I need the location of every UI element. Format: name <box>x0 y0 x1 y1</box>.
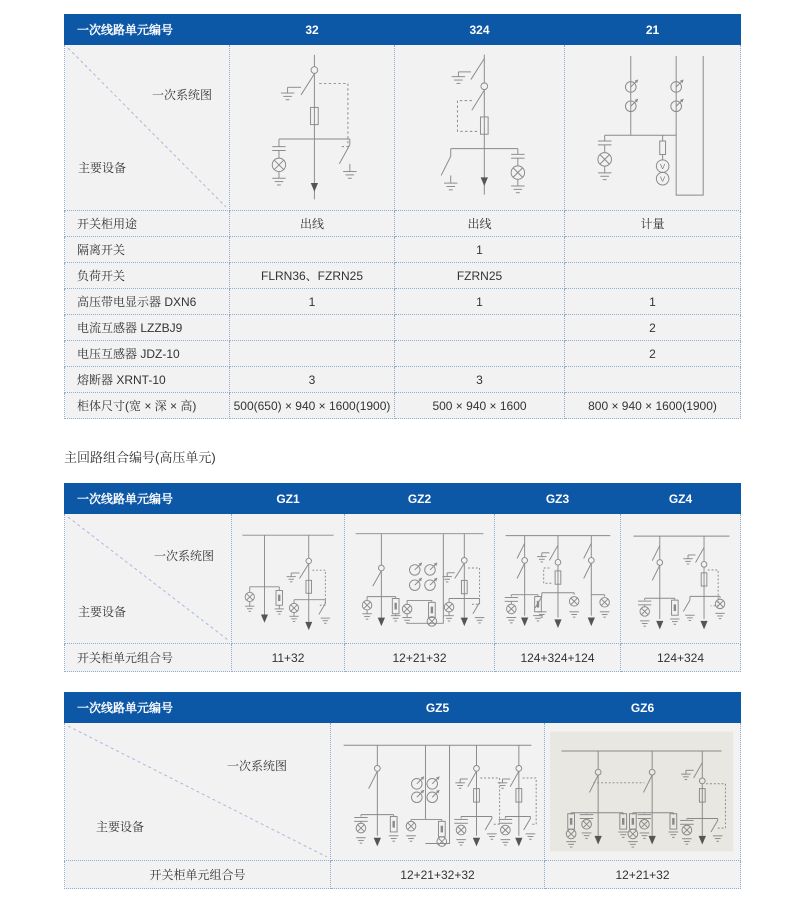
spec-row <box>65 367 741 393</box>
diagram-cell-324 <box>395 45 565 211</box>
spec-value <box>395 341 565 367</box>
spec-value <box>230 315 395 341</box>
circuit-diagram-gz5 <box>334 726 541 857</box>
spec-label: 负荷开关 <box>65 263 230 289</box>
table3-header-label: 一次线路单元编号 <box>65 693 331 723</box>
table3-header-row <box>65 693 741 723</box>
table2-diagram-row <box>65 514 741 644</box>
diagonal-divider <box>68 48 226 207</box>
spec-label: 隔离开关 <box>65 237 230 263</box>
spec-value <box>565 237 741 263</box>
circuit-diagram-gz4 <box>624 517 737 640</box>
spec-value <box>230 341 395 367</box>
spec-label: 柜体尺寸(宽 × 深 × 高) <box>65 393 230 419</box>
spec-value: 计量 <box>565 211 741 237</box>
table1-diagram-row <box>65 45 741 211</box>
table2-col-gz2: GZ2 <box>345 484 495 514</box>
table2-col-gz1: GZ1 <box>232 484 345 514</box>
circuit-diagram-21 <box>568 48 737 207</box>
table1-col-21: 21 <box>565 15 741 45</box>
spec-value: 1 <box>565 289 741 315</box>
table2-col-gz4: GZ4 <box>621 484 741 514</box>
table2-combo-row <box>65 644 741 672</box>
spec-label: 开关柜用途 <box>65 211 230 237</box>
spec-row <box>65 289 741 315</box>
diagram-cell-32 <box>230 45 395 211</box>
diagonal-label-cell <box>65 723 331 861</box>
circuit-diagram-gz1 <box>235 517 341 640</box>
table2-col-gz3: GZ3 <box>495 484 621 514</box>
diagram-cell-gz1 <box>232 514 345 644</box>
gz1-gz4-table <box>64 483 741 672</box>
diagonal-divider <box>68 517 228 640</box>
diagram-cell-gz3 <box>495 514 621 644</box>
spec-value: 1 <box>395 237 565 263</box>
page-content <box>64 14 740 889</box>
spec-value: 3 <box>230 367 395 393</box>
combo-label: 开关柜单元组合号 <box>65 861 331 889</box>
diagram-cell-gz4 <box>621 514 741 644</box>
spec-value: 1 <box>395 289 565 315</box>
diagonal-label-cell <box>65 45 230 211</box>
spec-value: 3 <box>395 367 565 393</box>
spec-row <box>65 393 741 419</box>
table3-combo-row <box>65 861 741 889</box>
spec-row <box>65 211 741 237</box>
table1-header-label: 一次线路单元编号 <box>65 15 230 45</box>
section-heading: 主回路组合编号(高压单元) <box>64 450 216 465</box>
spec-value <box>565 367 741 393</box>
diagram-row-bottom-label: 主要设备 <box>78 161 127 176</box>
table2-header-label: 一次线路单元编号 <box>65 484 232 514</box>
unit-spec-table <box>64 14 741 419</box>
spec-row <box>65 341 741 367</box>
spec-value: FZRN25 <box>395 263 565 289</box>
spec-label: 电压互感器 JDZ-10 <box>65 341 230 367</box>
spec-value: 出线 <box>230 211 395 237</box>
diagram-cell-gz2 <box>345 514 495 644</box>
spec-label: 电流互感器 LZZBJ9 <box>65 315 230 341</box>
combo-value: 12+21+32 <box>345 644 495 672</box>
combo-label: 开关柜单元组合号 <box>65 644 232 672</box>
diagram-row-bottom-label: 主要设备 <box>96 819 145 834</box>
table1-col-32: 32 <box>230 15 395 45</box>
table3-col-gz6: GZ6 <box>545 693 741 723</box>
diagram-cell-gz6 <box>545 723 741 861</box>
spec-row <box>65 263 741 289</box>
diagram-row-top-label: 一次系统图 <box>226 759 287 774</box>
spec-value: 1 <box>230 289 395 315</box>
table1-header-row <box>65 15 741 45</box>
circuit-diagram-gz2 <box>348 517 491 640</box>
gz5-gz6-table <box>64 692 741 889</box>
spec-value: 出线 <box>395 211 565 237</box>
diagram-row-top-label: 一次系统图 <box>153 548 214 563</box>
circuit-diagram-324 <box>398 48 561 207</box>
spec-value <box>230 237 395 263</box>
table2-header-row <box>65 484 741 514</box>
diagram-cell-21 <box>565 45 741 211</box>
circuit-diagram-32 <box>233 48 391 207</box>
diagonal-divider <box>68 726 327 857</box>
spec-value <box>395 315 565 341</box>
table1-col-324: 324 <box>395 15 565 45</box>
diagram-row-top-label: 一次系统图 <box>151 88 212 103</box>
spec-value: 500(650) × 940 × 1600(1900) <box>230 393 395 419</box>
diagram-cell-gz5 <box>331 723 545 861</box>
table3-col-gz5: GZ5 <box>331 693 545 723</box>
combo-value: 124+324 <box>621 644 741 672</box>
spec-value: 2 <box>565 315 741 341</box>
table3-diagram-row <box>65 723 741 861</box>
combo-value: 11+32 <box>232 644 345 672</box>
diagram-row-bottom-label: 主要设备 <box>78 605 127 620</box>
spec-value <box>565 263 741 289</box>
circuit-diagram-gz6 <box>548 726 737 857</box>
spec-value: FLRN36、FZRN25 <box>230 263 395 289</box>
svg-text:V: V <box>660 174 666 184</box>
spec-label: 高压带电显示器 DXN6 <box>65 289 230 315</box>
spec-row <box>65 237 741 263</box>
spec-value: 500 × 940 × 1600 <box>395 393 565 419</box>
spec-row <box>65 315 741 341</box>
circuit-diagram-gz3 <box>498 517 617 640</box>
spec-value: 2 <box>565 341 741 367</box>
svg-text:V: V <box>660 162 666 172</box>
spec-value: 800 × 940 × 1600(1900) <box>565 393 741 419</box>
combo-value: 12+21+32 <box>545 861 741 889</box>
combo-value: 12+21+32+32 <box>331 861 545 889</box>
spec-label: 熔断器 XRNT-10 <box>65 367 230 393</box>
diagonal-label-cell <box>65 514 232 644</box>
combo-value: 124+324+124 <box>495 644 621 672</box>
